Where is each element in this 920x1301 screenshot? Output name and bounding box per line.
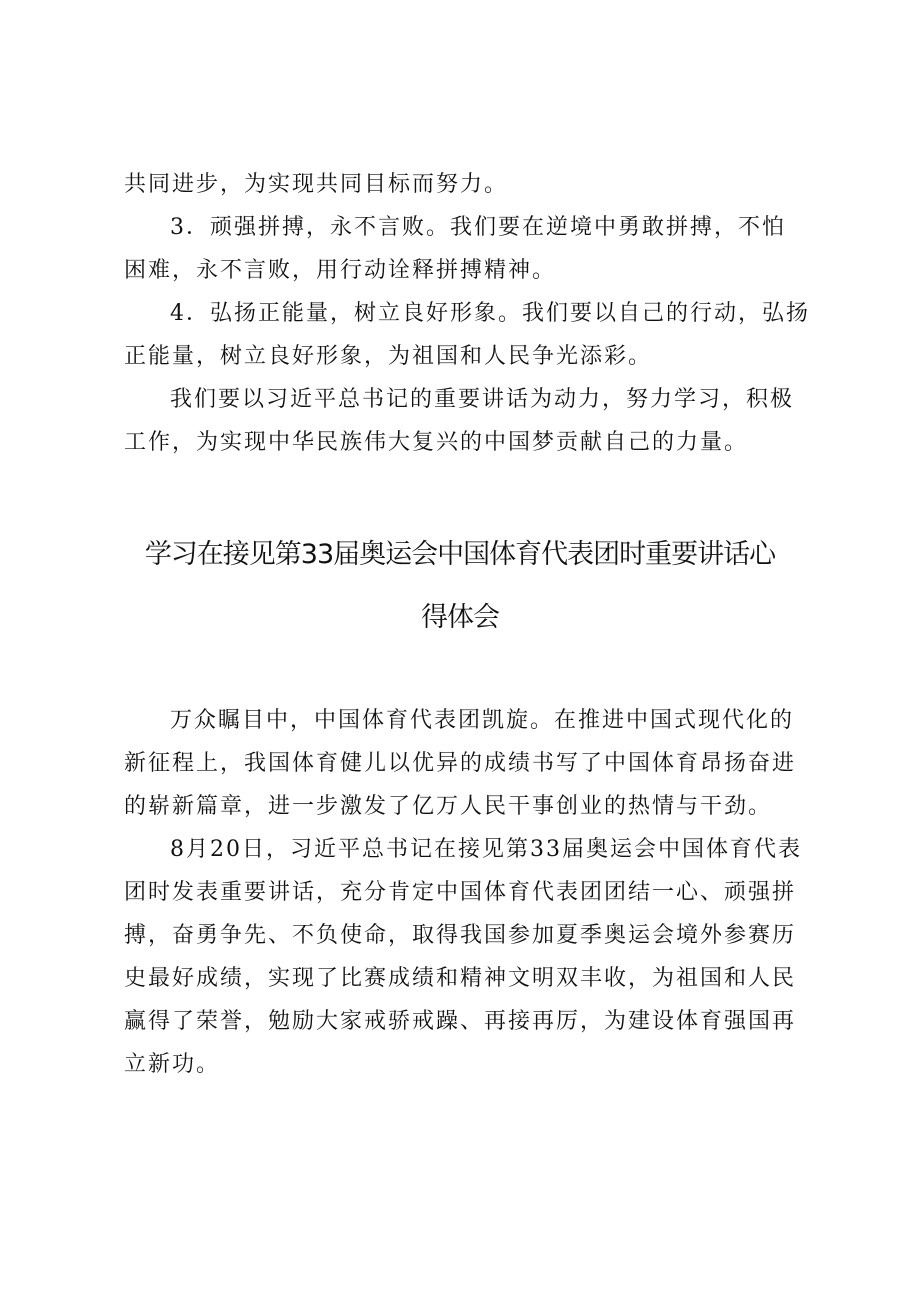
paragraph-line: 搏，奋勇争先、不负使命，取得我国参加夏季奥运会境外参赛历 — [124, 923, 797, 948]
paragraph-line: 史最好成绩，实现了比赛成绩和精神文明双丰收，为祖国和人民 — [124, 966, 797, 991]
paragraph-line: 8月20日，习近平总书记在接见第33届奥运会中国体育代表 — [170, 837, 802, 862]
paragraph-line: 赢得了荣誉，勉励大家戒骄戒躁、再接再厉，为建设体育强国再 — [124, 1009, 797, 1034]
paragraph-line: 万众瞩目中，中国体育代表团凯旋。在推进中国式现代化的 — [170, 708, 795, 733]
paragraph-line: 的崭新篇章，进一步激发了亿万人民干事创业的热情与干劲。 — [124, 794, 773, 819]
paragraph-line: 3．顽强拼搏，永不言败。我们要在逆境中勇敢拼搏，不怕 — [170, 215, 786, 240]
article-title-line: 得体会 — [421, 602, 499, 633]
paragraph-line: 新征程上，我国体育健儿以优异的成绩书写了中国体育昂扬奋进 — [124, 751, 797, 776]
paragraph-line: 正能量，树立良好形象，为祖国和人民争光添彩。 — [124, 344, 653, 369]
paragraph-line: 共同进步，为实现共同目标而努力。 — [124, 172, 509, 197]
paragraph-line: 我们要以习近平总书记的重要讲话为动力，努力学习，积极 — [170, 387, 795, 412]
paragraph-line: 4．弘扬正能量，树立良好形象。我们要以自己的行动，弘扬 — [170, 301, 810, 326]
paragraph-line: 立新功。 — [124, 1052, 221, 1077]
paragraph-line: 工作，为实现中华民族伟大复兴的中国梦贡献自己的力量。 — [124, 430, 749, 455]
paragraph-line: 团时发表重要讲话，充分肯定中国体育代表团团结一心、顽强拼 — [124, 880, 797, 905]
paragraph-line: 困难，永不言败，用行动诠释拼搏精神。 — [124, 258, 557, 283]
article-title-line: 学习在接见第33届奥运会中国体育代表团时重要讲话心 — [144, 539, 776, 570]
